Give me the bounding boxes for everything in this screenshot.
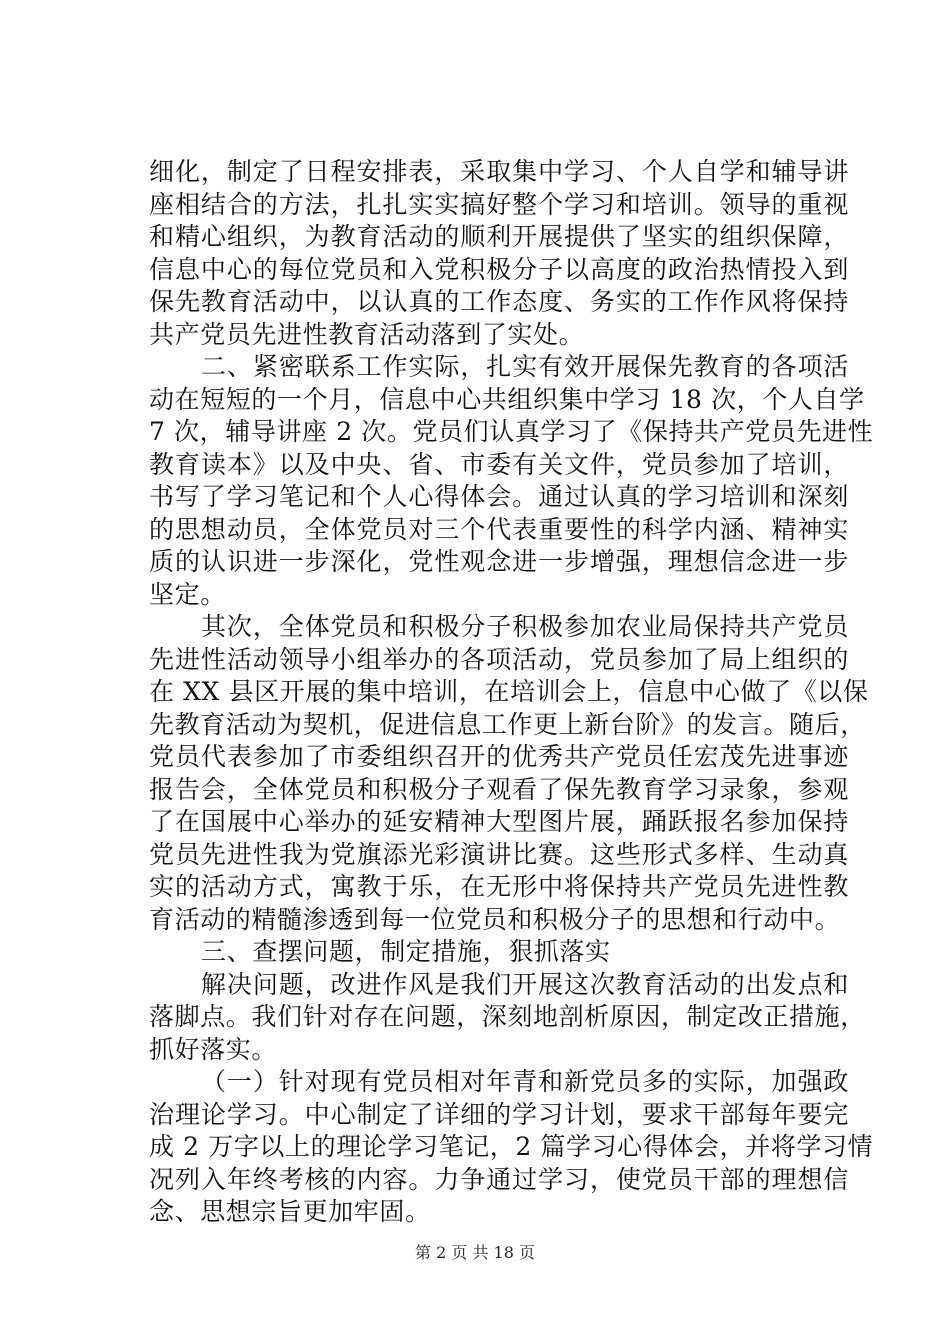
text-line: 7 次，辅导讲座 2 次。党员们认真学习了《保持共产党员先进性 <box>149 417 874 446</box>
text-line: 落脚点。我们针对存在问题，深刻地剖析原因，制定改正措施， <box>149 1002 866 1031</box>
text-line: 育活动的精髓渗透到每一位党员和积极分子的思想和行动中。 <box>149 904 841 934</box>
text-line: 教育读本》以及中央、省、市委有关文件，党员参加了培训， <box>149 449 849 479</box>
text-line: 先进性活动领导小组举办的各项活动，党员参加了局上组织的 <box>149 644 849 674</box>
section-heading: 二、紧密联系工作实际，扎实有效开展保先教育的各项活 <box>201 352 849 381</box>
text-line: 共产党员先进性教育活动落到了实处。 <box>149 319 585 349</box>
text-line: 坚定。 <box>149 579 226 609</box>
page-number-footer: 第 2 页 共 18 页 <box>415 1243 535 1262</box>
section-heading: 三、查摆问题，制定措施，狠抓落实 <box>201 937 611 966</box>
text-line: 况列入年终考核的内容。力争通过学习，使党员干部的理想信 <box>149 1164 849 1194</box>
text-line: 成 2 万字以上的理论学习笔记，2 篇学习心得体会，并将学习情 <box>149 1132 874 1161</box>
text-line: 质的认识进一步深化，党性观念进一步增强，理想信念进一步 <box>149 547 849 576</box>
text-line: 了在国展中心举办的延安精神大型图片展，踊跃报名参加保持 <box>149 807 849 836</box>
document-body <box>149 156 874 1229</box>
text-line: 抓好落实。 <box>149 1034 278 1064</box>
text-line: 和精心组织，为教育活动的顺利开展提供了坚实的组织保障， <box>149 222 849 251</box>
text-line: 党员先进性我为党旗添光彩演讲比赛。这些形式多样、生动真 <box>149 839 849 869</box>
text-line: 先教育活动为契机，促进信息工作更上新台阶》的发言。随后， <box>149 709 866 739</box>
text-line: 的思想动员，全体党员对三个代表重要性的科学内涵、精神实 <box>149 514 849 544</box>
text-line: 动在短短的一个月，信息中心共组织集中学习 18 次，个人自学 <box>149 384 865 414</box>
text-line: 解决问题，改进作风是我们开展这次教育活动的出发点和 <box>201 969 849 999</box>
text-line: 实的活动方式，寓教于乐，在无形中将保持共产党员先进性教 <box>149 872 849 901</box>
text-line: 念、思想宗旨更加牢固。 <box>149 1197 431 1226</box>
text-line: 信息中心的每位党员和入党积极分子以高度的政治热情投入到 <box>149 254 849 284</box>
text-line: 报告会，全体党员和积极分子观看了保先教育学习录象，参观 <box>149 774 849 804</box>
text-line: 在 XX 县区开展的集中培训，在培训会上，信息中心做了《以保 <box>149 677 869 706</box>
text-line: 党员代表参加了市委组织召开的优秀共产党员任宏茂先进事迹 <box>149 742 849 771</box>
text-line: 保先教育活动中，以认真的工作态度、务实的工作作风将保持 <box>149 287 849 316</box>
text-line: 书写了学习笔记和个人心得体会。通过认真的学习培训和深刻 <box>149 482 849 511</box>
text-line: 治理论学习。中心制定了详细的学习计划，要求干部每年要完 <box>149 1099 849 1129</box>
text-line: 其次，全体党员和积极分子积极参加农业局保持共产党员 <box>201 612 849 641</box>
text-line: 细化，制定了日程安排表，采取集中学习、个人自学和辅导讲 <box>149 157 849 186</box>
text-line: （一）针对现有党员相对年青和新党员多的实际，加强政 <box>201 1067 849 1096</box>
text-line: 座相结合的方法，扎扎实实搞好整个学习和培训。领导的重视 <box>149 189 849 219</box>
